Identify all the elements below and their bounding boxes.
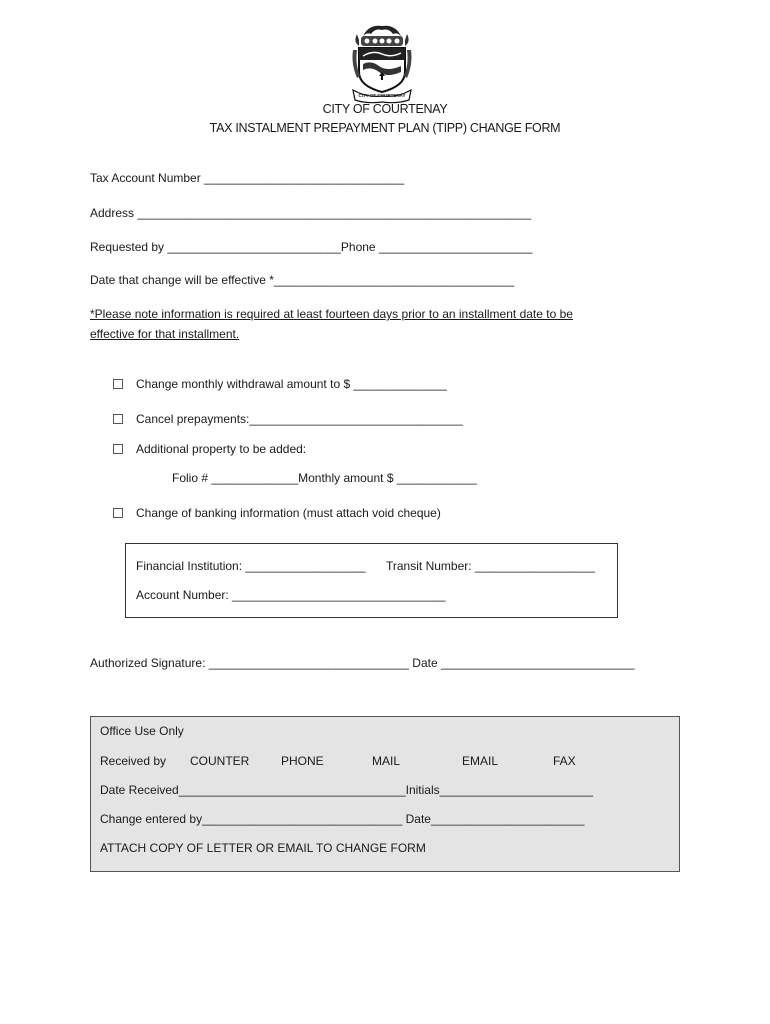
option-cancel-prepayments-label: Cancel prepayments:________________________________ [136,412,463,426]
office-use-title: Office Use Only [100,724,184,738]
financial-institution-field[interactable]: Financial Institution: __________________ [136,559,366,573]
method-email: EMAIL [462,754,499,768]
org-name: CITY OF COURTENAY [322,102,448,116]
city-crest-logo [349,20,415,104]
office-use-box [90,716,680,872]
method-counter: COUNTER [190,754,250,768]
notice-line-1: *Please note information is required at least fourteen days prior to an installment date to be [90,307,573,321]
option-change-monthly-label: Change monthly withdrawal amount to $ ______________ [136,377,447,391]
checkbox-additional-property[interactable] [113,444,123,454]
authorized-signature-date-field[interactable]: Authorized Signature: ______________________________ Date _____________________________ [90,656,635,670]
checkbox-banking-info[interactable] [113,508,123,518]
method-phone: PHONE [281,754,324,768]
address-field[interactable]: Address ___________________________________________________________ [90,206,532,220]
banking-info-box [125,543,618,618]
notice-line-2: effective for that installment. [90,327,240,341]
account-number-field[interactable]: Account Number: ________________________________ [136,588,446,602]
change-entered-date-field: Change entered by______________________________ Date_______________________ [100,812,585,826]
crest-banner-text: CITY OF COURTENAY [358,93,406,98]
date-received-initials-field: Date Received__________________________________Initials_______________________ [100,783,594,797]
requested-by-phone-field[interactable]: Requested by __________________________Phone _______________________ [90,240,533,254]
received-by-label: Received by [100,754,167,768]
form-title: TAX INSTALMENT PREPAYMENT PLAN (TIPP) CHANGE FORM [209,121,561,135]
attach-copy-note: ATTACH COPY OF LETTER OR EMAIL TO CHANGE FORM [100,841,426,855]
folio-monthly-amount-field[interactable]: Folio # _____________Monthly amount $ ____________ [172,471,477,485]
checkbox-cancel-prepayments[interactable] [113,414,123,424]
transit-number-field[interactable]: Transit Number: __________________ [386,559,596,573]
method-fax: FAX [553,754,576,768]
option-banking-info-label: Change of banking information (must attach void cheque) [136,506,441,520]
tax-account-number-field[interactable]: Tax Account Number ______________________________ [90,171,405,185]
date-effective-field[interactable]: Date that change will be effective *____________________________________ [90,273,515,287]
method-mail: MAIL [372,754,401,768]
option-additional-property-label: Additional property to be added: [136,442,307,456]
checkbox-change-monthly[interactable] [113,379,123,389]
